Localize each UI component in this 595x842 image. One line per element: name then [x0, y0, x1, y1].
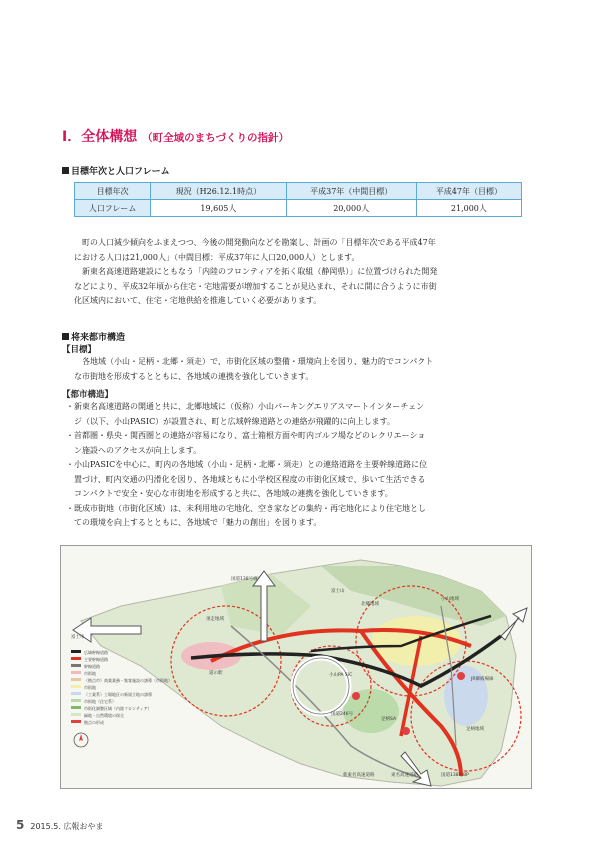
- footer-text: 2015.5. 広報おやま: [30, 822, 104, 831]
- page-number: 5: [16, 818, 25, 832]
- bullet-line: コンパクトで安全・安心な市街地を形成すると共に、各地域の連携を強化していきます。: [66, 489, 393, 498]
- legend-item: 緑地・自然環境の保全: [71, 713, 172, 720]
- legend-item: 市街地: [71, 671, 172, 678]
- bullet-line: ・小山PASICを中心に、町内の各地域（小山・足柄・北郷・須走）との連絡道路を主要幹線道路に位: [66, 460, 428, 469]
- legend-item: （工業系）工場地区の新規立地の誘導: [71, 692, 172, 699]
- hub-point: [402, 727, 410, 735]
- legend-swatch: [71, 671, 81, 674]
- bullet-line: ・既成市街地（市街化区域）は、未利用地の宅地化、空き家などの集約・再宅地化により住宅地とし: [66, 503, 426, 513]
- legend-swatch: [71, 664, 81, 667]
- bullet-line: ジ（以下、小山PASIC）が設置され、町と広域幹線道路との連絡が飛躍的に向上します。: [66, 416, 396, 426]
- map-label: 富士市: [71, 635, 85, 640]
- hub-point: [352, 692, 360, 700]
- map-label: 須走地域: [206, 617, 224, 622]
- heading-sub: （町全域のまちづくりの指針）: [142, 132, 289, 144]
- legend-item: 市街地: [71, 685, 172, 692]
- legend-item: 幹線道路: [71, 664, 172, 671]
- legend-item: 市街地（住宅系）: [71, 699, 172, 706]
- legend-item: 拠点の形成: [71, 720, 172, 727]
- legend-swatch: [71, 706, 81, 709]
- urban-section-title: 将来都市構造: [62, 330, 125, 343]
- table-cell: 21,000人: [416, 200, 521, 217]
- paragraph-line: な市街地を形成するとともに、各地域の連携を強化していきます。: [74, 371, 314, 381]
- paragraph-line: における人口は21,000人」（中間目標：平成37年に人口20,000人）とします。: [74, 252, 360, 262]
- bullet-line: ・首都圏・県央・関西圏との連絡が容易になり、富士箱根方面や町内ゴルフ場などのレクリエーショ: [66, 431, 426, 440]
- map-legend: [71, 650, 172, 727]
- bullet-line: 置づけ、町内交通の円滑化を図り、各地域ともに小学校区程度の市街化区域で、歩いて生活できる: [66, 474, 426, 484]
- bullet-line: ての環境を向上するとともに、各地域で「魅力の創出」を図ります。: [66, 518, 322, 527]
- table-cell: 20,000人: [286, 200, 416, 217]
- bullet-line: ン施設へのアクセスが向上します。: [66, 445, 202, 455]
- map-label: 国道138号BP: [441, 773, 469, 778]
- table-header-cell: 平成37年（中間目標）: [286, 183, 416, 200]
- map-label: 東名高速道路: [391, 773, 418, 778]
- structure-label: 【都市構造】: [62, 390, 114, 400]
- map-label: 北郷地域: [361, 602, 379, 607]
- page-footer: [16, 818, 103, 832]
- frame-paragraphs: [74, 236, 437, 309]
- map-label: 国道138号線: [231, 577, 258, 582]
- map-label: 国道246号: [331, 712, 354, 717]
- page-heading: [62, 126, 289, 146]
- goal-label: 【目標】: [62, 345, 97, 355]
- table-header-cell: 平成47年（目標）: [416, 183, 521, 200]
- hub-point: [457, 672, 465, 680]
- map-label: 小山PA SIC: [329, 673, 353, 678]
- frame-section-title: 目標年次と人口フレーム: [62, 164, 170, 177]
- table-header-cell: 現況（H26.12.1時点）: [151, 183, 286, 200]
- goal-text: [74, 355, 433, 384]
- urban-structure-map: [60, 545, 532, 789]
- paragraph-line: 化区域内において、住宅・宅地供給を推進していく必要があります。: [74, 296, 322, 305]
- paragraph-line: 町の人口減少傾向をふまえつつ、今後の開発動向などを勘案し、計画の「目標年次である平成47年: [74, 238, 436, 247]
- table-cell: 19,605人: [151, 200, 286, 217]
- paragraph-line: などにより、平成32年頃から住宅・宅地需要が増加することが見込まれ、それに間に合うように市街: [74, 281, 437, 291]
- legend-swatch: [71, 685, 81, 688]
- paragraph-line: 新東名高速道路建設にともなう「内陸のフロンティアを拓く取組（静岡県）」に位置づけられた開発: [74, 267, 438, 276]
- legend-swatch: [71, 678, 81, 681]
- compass-icon: [73, 732, 89, 748]
- heading-main: Ⅰ．全体構想: [62, 129, 138, 145]
- map-label: 足柄SA: [381, 717, 397, 722]
- paragraph-line: 各地域（小山・足柄・北郷・須走）で、市街化区域の整備・環境向上を図り、魅力的でコンパクト: [74, 357, 434, 366]
- map-label: 足柄地域: [466, 727, 484, 732]
- square-bullet-icon: [62, 167, 69, 174]
- table-header-row: [75, 183, 522, 200]
- structure-bullets: [66, 400, 427, 531]
- legend-item: （拠点市）商業業務・集客施設の誘導（市街地）: [71, 678, 172, 685]
- legend-swatch: [71, 650, 81, 653]
- legend-swatch: [71, 657, 81, 660]
- urban-zone: [444, 666, 488, 726]
- map-label: 富士山: [331, 589, 345, 594]
- bullet-line: ・新東名高速道路の開通と共に、北郷地域に（仮称）小山パーキングエリアスマートインターチェン: [66, 402, 425, 411]
- legend-swatch: [71, 720, 81, 723]
- map-label: 道の駅: [209, 671, 223, 676]
- table-row: [75, 200, 522, 217]
- legend-swatch: [71, 713, 81, 716]
- table-header-cell: 目標年次: [75, 183, 151, 200]
- legend-item: 市街化調整区域（内陸フロンティア）: [71, 706, 172, 713]
- legend-swatch: [71, 699, 81, 702]
- legend-swatch: [71, 692, 81, 695]
- population-table: [74, 182, 522, 217]
- map-label: 小山地域: [441, 597, 459, 602]
- legend-item: 主要幹線道路: [71, 657, 172, 664]
- square-bullet-icon: [62, 333, 69, 340]
- table-cell: 人口フレーム: [75, 200, 151, 217]
- legend-item: 広域幹線道路: [71, 650, 172, 657]
- map-label: JR御殿場線: [471, 677, 494, 682]
- map-label: 新東名高速道路: [343, 773, 375, 778]
